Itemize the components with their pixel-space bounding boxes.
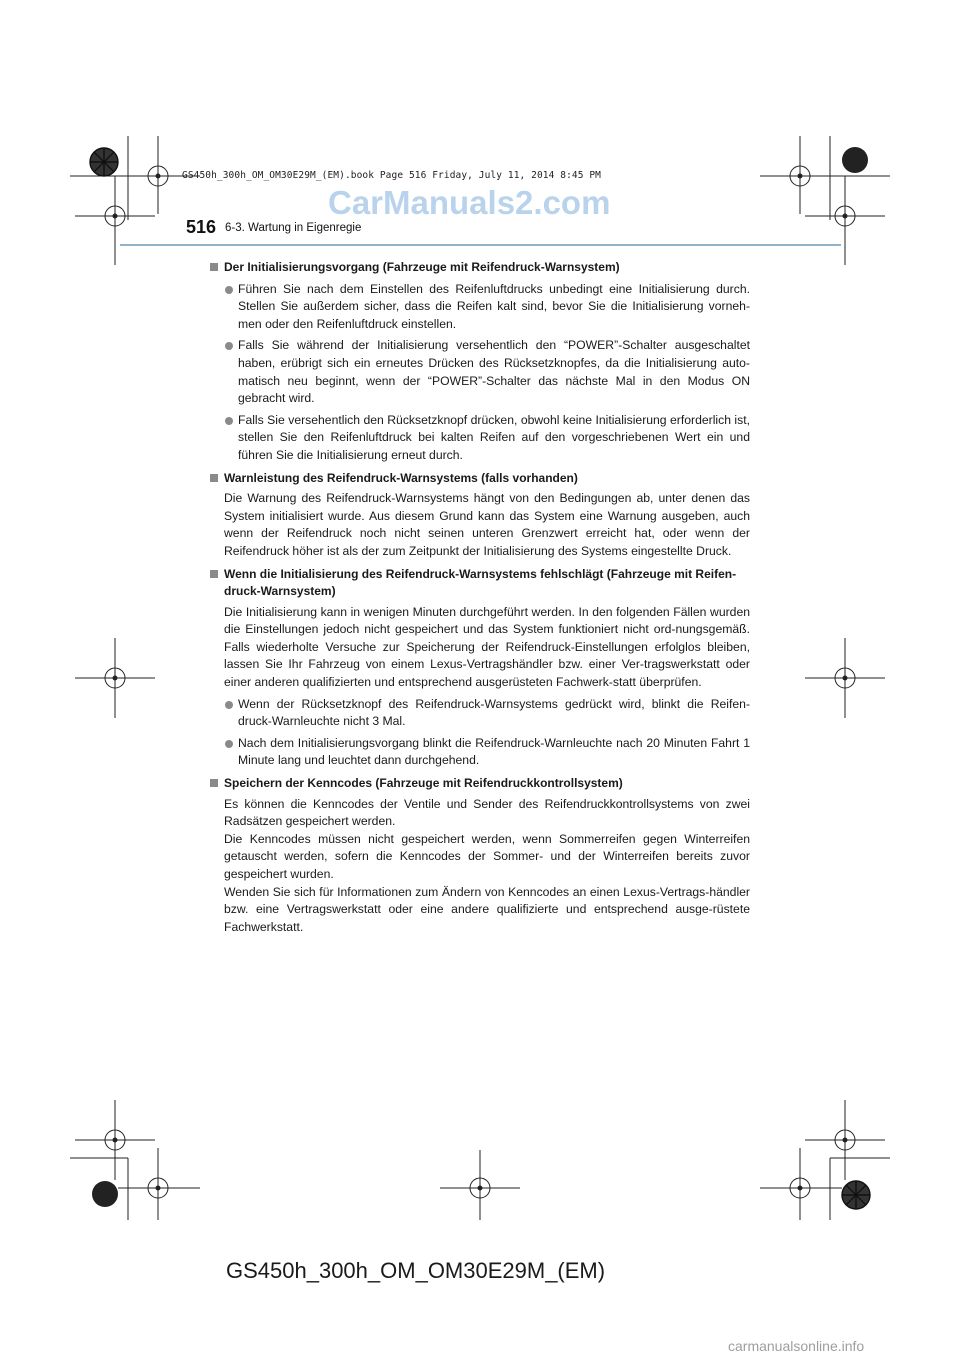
square-bullet-icon bbox=[210, 779, 218, 787]
paragraph: Es können die Kenncodes der Ventile und Sender des Reifendruckkontrollsystems von zwei Radsätzen gespeichert werden. Die Kenncodes müssen nicht gespeichert werden, wenn Sommerreifen gegen Winterreifen getauscht werden, sofern die Kenncodes der Sommer- und der Winterreifen bereits zuvor gespeichert wurden. Wenden Sie sich für Informationen zum Ändern von Kenncodes an einen Lexus-Vertrags-händler bzw. eine Vertragswerkstatt oder eine andere qualifizierte und entsprechend ausge-rüstete Fachwerkstatt. bbox=[224, 796, 750, 934]
round-bullet-icon bbox=[225, 417, 233, 425]
list-item: Falls Sie versehentlich den Rücksetzknopf drücken, obwohl keine Initialisierung erforderlich ist, stellen Sie den Reifenluftdruck bei kalten Reifen auf den vorgeschriebenen Wert ein und führen Sie die Initialisierung erneut durch. bbox=[210, 412, 750, 465]
footer-site-watermark: carmanualsonline.info bbox=[728, 1338, 865, 1354]
section-heading-warning-performance: Warnleistung des Reifendruck-Warnsystems (falls vorhanden) bbox=[210, 470, 750, 488]
section-title: 6-3. Wartung in Eigenregie bbox=[225, 222, 362, 234]
section-heading-initialization-fails: Wenn die Initialisierung des Reifendruck-Warnsystems fehlschlägt (Fahrzeuge mit Reifen-druck-Warnsystem) bbox=[210, 566, 750, 601]
list-item: Nach dem Initialisierungsvorgang blinkt die Reifendruck-Warnleuchte nach 20 Minuten Fahrt 1 Minute lang und leuchtet dann durchgehend. bbox=[210, 735, 750, 770]
list-item: Falls Sie während der Initialisierung versehentlich den “POWER”-Schalter ausgeschaltet haben, erübrigt sich ein erneutes Drücken des Rücksetzknopfes, da die Initialisierung auto-matisch neu beginnt, wenn der “POWER”-Schalter das nächste Mal in den Modus ON gebracht wird. bbox=[210, 337, 750, 407]
book-file-info: GS450h_300h_OM_OM30E29M_(EM).book Page 516 Friday, July 11, 2014 8:45 PM bbox=[182, 170, 602, 181]
section-heading-initialization: Der Initialisierungsvorgang (Fahrzeuge mit Reifendruck-Warnsystem) bbox=[210, 259, 750, 277]
page-number: 516 bbox=[186, 217, 217, 237]
section-heading-id-codes: Speichern der Kenncodes (Fahrzeuge mit Reifendruckkontrollsystem) bbox=[210, 775, 750, 793]
footer-document-code: GS450h_300h_OM_OM30E29M_(EM) bbox=[226, 1258, 606, 1283]
paragraph: Die Warnung des Reifendruck-Warnsystems hängt von den Bedingungen ab, unter denen das System initialisiert wurde. Aus diesem Grund kann das System eine Warnung ausgeben, auch wenn der Reifendruck noch nicht seinen unteren Grenzwert erreicht hat, oder wenn der Reifendruck höher ist als der zum Zeitpunkt der Initialisierung des Systems eingestellte Druck. bbox=[224, 491, 750, 558]
round-bullet-icon bbox=[225, 701, 233, 709]
paragraph: Die Initialisierung kann in wenigen Minuten durchgeführt werden. In den folgenden Fällen wurden die Einstellungen jedoch nicht gespeichert und das System funktioniert nicht ord-nungsgemäß. Falls wiederholte Versuche zur Speicherung der Reifendruck-Einstellungen erfolglos bleiben, lassen Sie Ihr Fahrzeug von einem Lexus-Vertragshändler bzw. einer Ver-tragswerkstatt oder einer anderen qualifizierten und entsprechend ausgerüsteten Fachwerk-statt überprüfen. bbox=[224, 604, 750, 690]
page-content bbox=[210, 254, 750, 936]
header-rule bbox=[120, 244, 841, 246]
list-item: Führen Sie nach dem Einstellen des Reifenluftdrucks unbedingt eine Initialisierung durch. Stellen Sie außerdem sicher, dass die Reifen kalt sind, bevor Sie die Initialisierung vorneh-men oder den Reifenluftdruck einstellen. bbox=[210, 281, 750, 334]
square-bullet-icon bbox=[210, 263, 218, 271]
square-bullet-icon bbox=[210, 570, 218, 578]
round-bullet-icon bbox=[225, 286, 233, 294]
round-bullet-icon bbox=[225, 342, 233, 350]
square-bullet-icon bbox=[210, 474, 218, 482]
watermark-logo: CarManuals2.com bbox=[328, 184, 611, 221]
list-item: Wenn der Rücksetzknopf des Reifendruck-Warnsystems gedrückt wird, blinkt die Reifen-druck-Warnleuchte nicht 3 Mal. bbox=[210, 696, 750, 731]
round-bullet-icon bbox=[225, 740, 233, 748]
